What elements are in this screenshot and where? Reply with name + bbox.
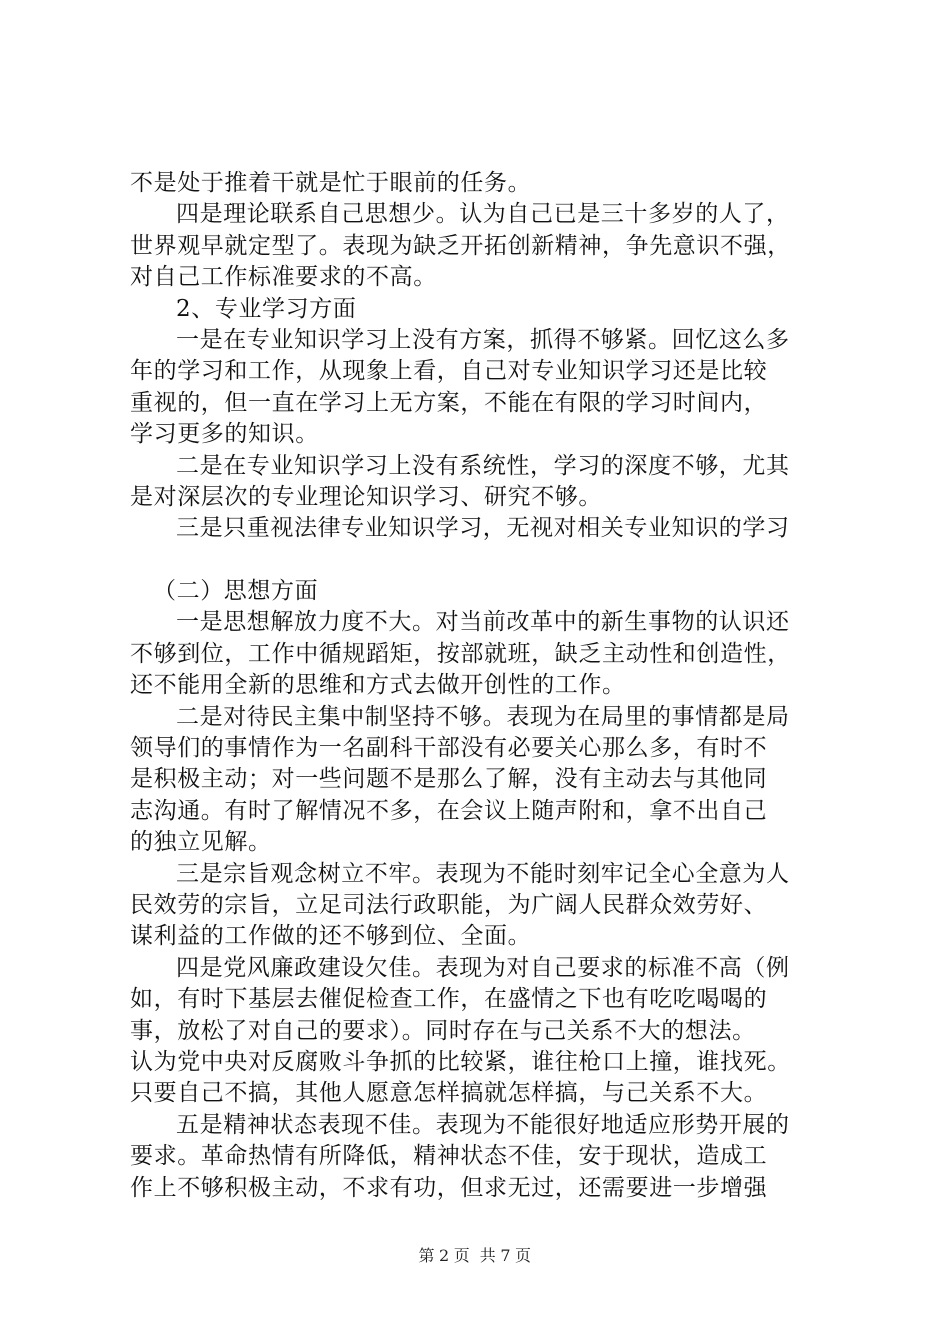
page-number-unit: 页 (453, 1246, 471, 1265)
paragraph-line: 事，放松了对自己的要求）。同时存在与己关系不大的想法。 (130, 1017, 756, 1044)
paragraph-line: 作上不够积极主动，不求有功，但求无过，还需要进一步增强 (130, 1174, 768, 1201)
paragraph-line: 重视的，但一直在学习上无方案，不能在有限的学习时间内， (130, 389, 768, 416)
paragraph-line: 的独立见解。 (130, 829, 272, 856)
paragraph-line: 认为党中央对反腐败斗争抓的比较紧，谁往枪口上撞，谁找死。 (130, 1048, 791, 1075)
paragraph-line: 三是只重视法律专业知识学习，无视对相关专业知识的学习 (176, 515, 790, 542)
blank-line (130, 545, 842, 576)
paragraph-line: 年的学习和工作，从现象上看，自己对专业知识学习还是比较 (130, 358, 768, 385)
paragraph-line: 还不能用全新的思维和方式去做开创性的工作。 (130, 672, 626, 699)
paragraph-line: 三是宗旨观念树立不牢。表现为不能时刻牢记全心全意为人 (176, 860, 790, 887)
paragraph-line: 民效劳的宗旨，立足司法行政职能，为广阔人民群众效劳好、 (130, 891, 768, 918)
paragraph-line: 领导们的事情作为一名副科干部没有必要关心那么多，有时不 (130, 735, 768, 762)
paragraph-line: 四是理论联系自己思想少。认为自己已是三十多岁的人了， (176, 201, 790, 228)
paragraph-line: 如，有时下基层去催促检查工作，在盛情之下也有吃吃喝喝的 (130, 986, 768, 1013)
paragraph-line: 二是在专业知识学习上没有系统性，学习的深度不够，尤其 (176, 452, 790, 479)
paragraph-line: 五是精神状态表现不佳。表现为不能很好地适应形势开展的 (176, 1111, 790, 1138)
paragraph-line: 谋利益的工作做的还不够到位、全面。 (130, 923, 532, 950)
total-pages-prefix: 共 (479, 1246, 497, 1265)
page-footer (0, 1243, 950, 1266)
paragraph-line: 一是在专业知识学习上没有方案，抓得不够紧。回忆这么多 (176, 326, 790, 353)
section-heading: 2、专业学习方面 (176, 295, 357, 322)
page-number-prefix: 第 (418, 1246, 435, 1265)
paragraph-line: 不够到位，工作中循规蹈矩，按部就班，缺乏主动性和创造性， (130, 640, 791, 667)
document-body (130, 168, 842, 1204)
paragraph-line: 学习更多的知识。 (130, 421, 319, 448)
paragraph-line: 对自己工作标准要求的不高。 (130, 264, 437, 291)
paragraph-line: 世界观早就定型了。表现为缺乏开拓创新精神，争先意识不强， (130, 232, 791, 259)
paragraph-line: 志沟通。有时了解情况不多，在会议上随声附和，拿不出自己 (130, 797, 768, 824)
paragraph-line: 只要自己不搞，其他人愿意怎样搞就怎样搞，与己关系不大。 (130, 1080, 768, 1107)
page-number: 2 (439, 1246, 450, 1265)
section-heading: （二）思想方面 (153, 578, 319, 605)
total-pages: 7 (500, 1246, 511, 1265)
paragraph-line: 是对深层次的专业理论知识学习、研究不够。 (130, 483, 602, 510)
paragraph-line: 要求。革命热情有所降低，精神状态不佳，安于现状，造成工 (130, 1143, 768, 1170)
paragraph-line: 四是党风廉政建设欠佳。表现为对自己要求的标准不高（例 (176, 954, 790, 981)
paragraph-line: 不是处于推着干就是忙于眼前的任务。 (130, 170, 532, 196)
total-pages-unit: 页 (515, 1246, 532, 1265)
paragraph-line: 一是思想解放力度不大。对当前改革中的新生事物的认识还 (176, 609, 790, 636)
paragraph-line: 是积极主动；对一些问题不是那么了解，没有主动去与其他同 (130, 766, 768, 793)
paragraph-line: 二是对待民主集中制坚持不够。表现为在局里的事情都是局 (176, 703, 790, 730)
